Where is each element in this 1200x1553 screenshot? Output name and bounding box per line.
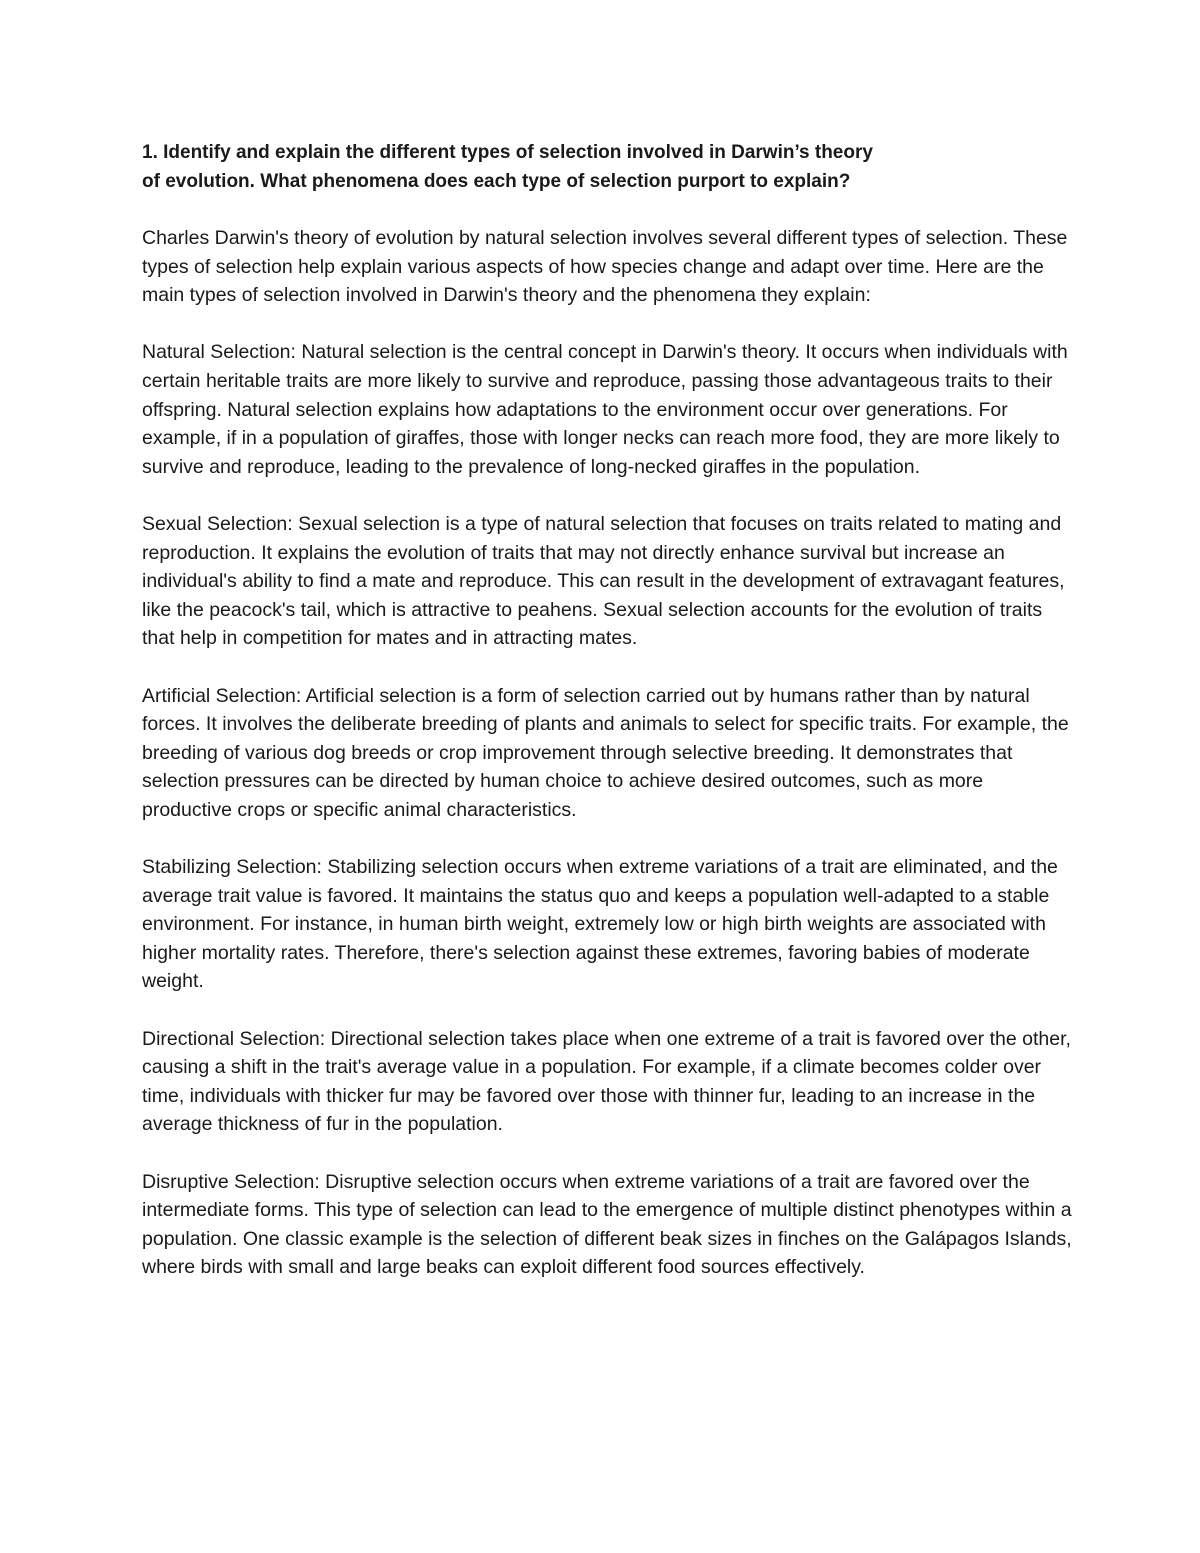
question-line-2: of evolution. What phenomena does each type of selection purport to explain? (142, 171, 851, 192)
question-line-1: 1. Identify and explain the different types of selection involved in Darwin’s theory (142, 142, 873, 163)
paragraph-natural-selection: Natural Selection: Natural selection is the central concept in Darwin's theory. It occurs when individuals with certain heritable traits are more likely to survive and reproduce, passing those advantageous traits to their offspring. Natural selection explains how adaptations to the environment occur over generations. For example, if in a population of giraffes, those with longer necks can reach more food, they are more likely to survive and reproduce, leading to the prevalence of long-necked giraffes in the population. (142, 341, 1068, 478)
question-heading (142, 138, 1072, 196)
paragraph-sexual-selection: Sexual Selection: Sexual selection is a type of natural selection that focuses on traits related to mating and reproduction. It explains the evolution of traits that may not directly enhance survival but increase an individual's ability to find a mate and reproduce. This can result in the development of extravagant features, like the peacock's tail, which is attractive to peahens. Sexual selection accounts for the evolution of traits that help in competition for mates and in attracting mates. (142, 512, 1065, 650)
paragraph-intro: Charles Darwin's theory of evolution by natural selection involves several different types of selection. These types of selection help explain various aspects of how species change and adapt over time. Here are the main types of selection involved in Darwin's theory and the phenomena they explain: (142, 227, 1068, 307)
paragraph-artificial-selection: Artificial Selection: Artificial selection is a form of selection carried out by humans rather than by natural forces. It involves the deliberate breeding of plants and animals to select for specific traits. For example, the breeding of various dog breeds or crop improvement through selective breeding. It demonstrates that selection pressures can be directed by human choice to achieve desired outcomes, such as more productive crops or specific animal characteristics. (142, 684, 1069, 821)
document-page (142, 138, 1072, 1311)
paragraph-stabilizing-selection: Stabilizing Selection: Stabilizing selection occurs when extreme variations of a trait are eliminated, and the average trait value is favored. It maintains the status quo and keeps a population well-adapted to a stable environment. For instance, in human birth weight, extremely low or high birth weights are associated with higher mortality rates. Therefore, there's selection against these extremes, favoring babies of moderate weight. (142, 856, 1058, 993)
paragraph-directional-selection: Directional Selection: Directional selection takes place when one extreme of a trait is favored over the other, causing a shift in the trait's average value in a population. For example, if a climate becomes colder over time, individuals with thicker fur may be favored over those with thinner fur, leading to an increase in the average thickness of fur in the population. (142, 1027, 1071, 1136)
paragraph-disruptive-selection: Disruptive Selection: Disruptive selection occurs when extreme variations of a trait are favored over the intermediate forms. This type of selection can lead to the emergence of multiple distinct phenotypes within a population. One classic example is the selection of different beak sizes in finches on the Galápagos Islands, where birds with small and large beaks can exploit different food sources effectively. (142, 1170, 1072, 1279)
